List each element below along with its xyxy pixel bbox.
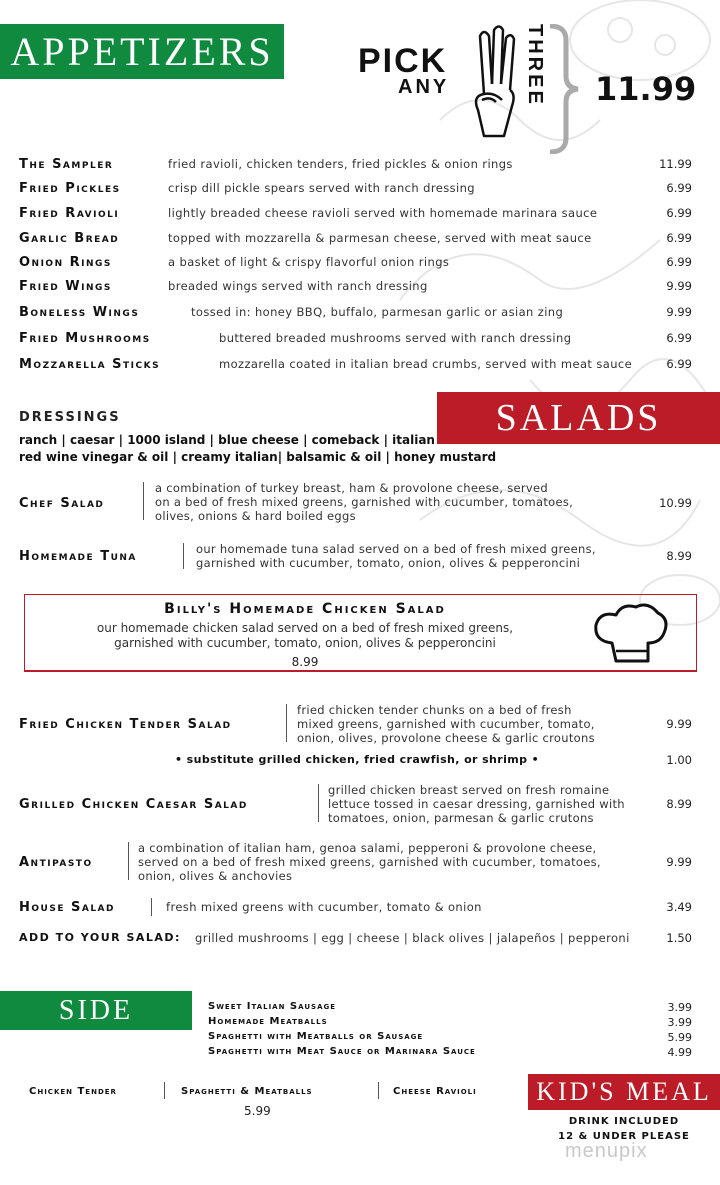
- divider: [164, 1082, 165, 1099]
- item-price: 3.99: [667, 1016, 692, 1029]
- three-fingers-hand-icon: [470, 24, 520, 148]
- featured-salad-price: 8.99: [291, 655, 319, 669]
- desc-line: lettuce tossed in caesar dressing, garnished with: [328, 797, 625, 811]
- desc-line: a combination of turkey breast, ham & provolone cheese, served: [155, 481, 548, 495]
- divider: [318, 784, 319, 822]
- item-price: 8.99: [666, 549, 692, 563]
- substitute-text: • substitute grilled chicken, fried crawfish, or shrimp •: [175, 753, 540, 766]
- desc-line: onion, olives & anchovies: [138, 869, 293, 883]
- kids-option: Chicken Tender: [29, 1086, 117, 1097]
- item-desc: mozzarella coated in italian bread crumbs, served with meat sauce: [219, 357, 633, 371]
- addons-label: ADD TO YOUR SALAD:: [19, 931, 181, 944]
- item-price: 10.99: [659, 496, 692, 510]
- item-price: 9.99: [666, 717, 692, 731]
- kids-note: DRINK INCLUDED: [568, 1116, 680, 1127]
- item-name: Homemade Tuna: [19, 549, 137, 564]
- item-price: 5.99: [667, 1031, 692, 1044]
- addons-price: 1.50: [666, 931, 692, 945]
- item-price: 8.99: [666, 797, 692, 811]
- item-price: 4.99: [667, 1046, 692, 1059]
- item-name: Sweet Italian Sausage: [208, 1001, 337, 1012]
- item-name: The Sampler: [19, 157, 114, 172]
- item-name: Antipasto: [19, 855, 93, 870]
- item-desc: [138, 841, 601, 883]
- item-price: 6.99: [666, 357, 692, 371]
- chef-hat-icon: [590, 603, 670, 665]
- item-desc: [196, 542, 596, 570]
- item-price: 9.99: [666, 855, 692, 869]
- divider: [378, 1082, 379, 1099]
- substitute-price: 1.00: [666, 753, 692, 767]
- item-name: Spaghetti with Meatballs or Sausage: [208, 1031, 424, 1042]
- appetizers-banner: APPETIZERS: [0, 24, 284, 79]
- item-desc: breaded wings served with ranch dressing: [168, 279, 428, 293]
- desc-line: our homemade chicken salad served on a bed of fresh mixed greens,: [96, 621, 514, 635]
- item-desc: [297, 703, 595, 745]
- addons-desc: grilled mushrooms | egg | cheese | black olives | jalapeños | pepperoni: [195, 931, 630, 945]
- dressings-list: ranch | caesar | 1000 island | blue cheese | comeback | italian: [19, 433, 435, 447]
- item-desc: fried ravioli, chicken tenders, fried pickles & onion rings: [168, 157, 513, 171]
- side-dishes-banner: SIDE DISHES: [0, 991, 192, 1030]
- desc-line: our homemade tuna salad served on a bed of fresh mixed greens,: [196, 542, 596, 556]
- item-desc: [155, 481, 573, 523]
- item-price: 6.99: [666, 206, 692, 220]
- item-desc: crisp dill pickle spears served with ranch dressing: [168, 181, 475, 195]
- desc-line: olives, onions & hard boiled eggs: [155, 509, 356, 523]
- item-desc: lightly breaded cheese ravioli served with homemade marinara sauce: [168, 206, 598, 220]
- featured-salad-box: [24, 594, 697, 672]
- desc-line: mixed greens, garnished with cucumber, tomato,: [297, 717, 595, 731]
- divider: [128, 842, 129, 880]
- divider: [151, 898, 152, 916]
- item-price: 6.99: [666, 331, 692, 345]
- salads-banner: SALADS: [437, 392, 720, 444]
- item-desc: fresh mixed greens with cucumber, tomato & onion: [166, 900, 482, 914]
- any-label: ANY: [398, 76, 450, 98]
- item-name: Fried Wings: [19, 279, 112, 294]
- desc-line: onion, olives, provolone cheese & garlic croutons: [297, 731, 595, 745]
- desc-line: tomatoes, onion, parmesan & garlic crutons: [328, 811, 594, 825]
- item-name: Chef Salad: [19, 496, 105, 511]
- item-name: Fried Ravioli: [19, 206, 120, 221]
- item-desc: topped with mozzarella & parmesan cheese, served with meat sauce: [168, 231, 592, 245]
- desc-line: grilled chicken breast served on fresh romaine: [328, 783, 610, 797]
- item-desc: buttered breaded mushrooms served with ranch dressing: [219, 331, 572, 345]
- featured-salad-desc: [25, 621, 585, 651]
- item-name: Onion Rings: [19, 255, 112, 270]
- item-price: 6.99: [666, 255, 692, 269]
- dressings-list: red wine vinegar & oil | creamy italian| balsamic & oil | honey mustard: [19, 450, 497, 464]
- three-label: THREE: [524, 24, 546, 107]
- featured-salad-name: Billy's Homemade Chicken Salad: [164, 601, 446, 617]
- item-price: 9.99: [666, 279, 692, 293]
- kids-note: 12 & UNDER PLEASE: [558, 1131, 690, 1142]
- kids-option: Spaghetti & Meatballs: [181, 1086, 313, 1097]
- pick-three-price: 11.99: [595, 70, 697, 108]
- item-price: 9.99: [666, 305, 692, 319]
- watermark: menupix: [565, 1140, 648, 1162]
- item-price: 6.99: [666, 181, 692, 195]
- divider: [286, 704, 287, 742]
- pick-label: PICK: [358, 42, 448, 80]
- item-name: Grilled Chicken Caesar Salad: [19, 797, 248, 812]
- item-name: Fried Pickles: [19, 181, 121, 196]
- kids-meal-banner: KID'S MEAL: [528, 1074, 720, 1110]
- kids-option: Cheese Ravioli: [393, 1086, 477, 1097]
- item-name: Boneless Wings: [19, 305, 140, 320]
- kids-price: 5.99: [244, 1104, 271, 1118]
- item-desc: tossed in: honey BBQ, buffalo, parmesan garlic or asian zing: [191, 305, 564, 319]
- item-name: Garlic Bread: [19, 231, 120, 246]
- item-name: House Salad: [19, 900, 115, 915]
- item-desc: a basket of light & crispy flavorful onion rings: [168, 255, 450, 269]
- item-price: 3.49: [666, 900, 692, 914]
- divider: [183, 543, 184, 569]
- item-name: Fried Mushrooms: [19, 331, 151, 346]
- item-price: 11.99: [659, 157, 692, 171]
- desc-line: garnished with cucumber, tomato, onion, olives & pepperoncini: [196, 556, 581, 570]
- item-name: Homemade Meatballs: [208, 1016, 328, 1027]
- item-name: Fried Chicken Tender Salad: [19, 717, 232, 732]
- item-price: 3.99: [667, 1001, 692, 1014]
- divider: [143, 482, 144, 520]
- item-name: Spaghetti with Meat Sauce or Marinara Sauce: [208, 1046, 476, 1057]
- desc-line: served on a bed of fresh mixed greens, garnished with cucumber, tomatoes,: [138, 855, 601, 869]
- desc-line: on a bed of fresh mixed greens, garnished with cucumber, tomatoes,: [155, 495, 574, 509]
- dressings-title: DRESSINGS: [19, 410, 121, 425]
- item-name: Mozzarella Sticks: [19, 357, 161, 372]
- item-desc: [328, 783, 625, 825]
- desc-line: garnished with cucumber, tomato, onion, olives & pepperoncini: [114, 636, 496, 650]
- desc-line: fried chicken tender chunks on a bed of fresh: [297, 703, 572, 717]
- desc-line: a combination of italian ham, genoa salami, pepperoni & provolone cheese,: [138, 841, 597, 855]
- curly-brace-icon: [548, 24, 580, 154]
- item-price: 6.99: [666, 231, 692, 245]
